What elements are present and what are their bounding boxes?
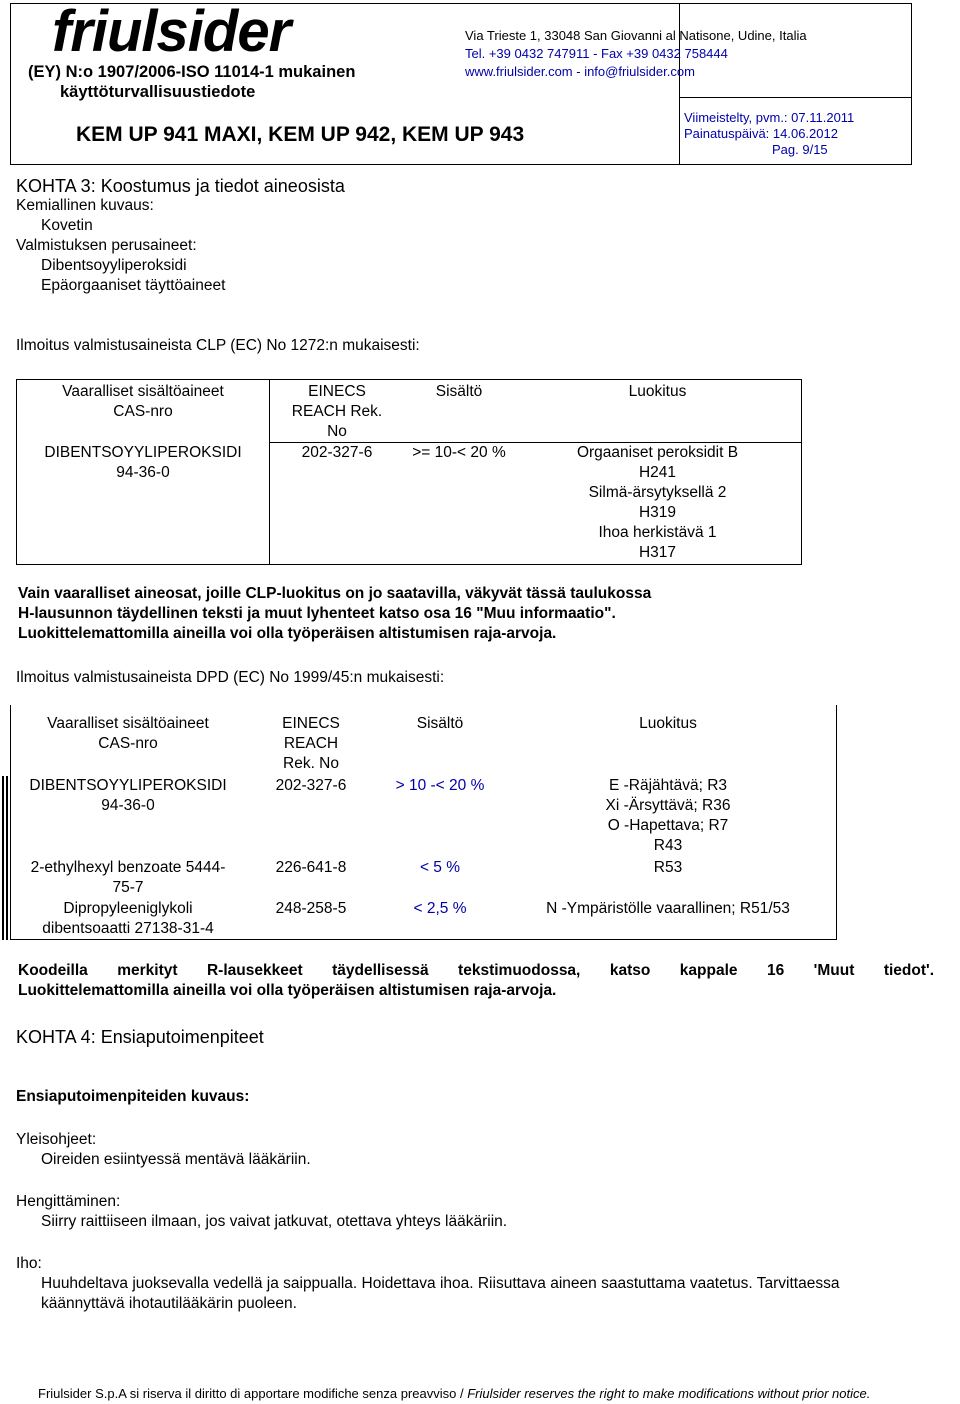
- revision-bar: [2, 776, 4, 940]
- clp-notes: Vain vaaralliset aineosat, joille CLP-luokitus on jo saatavilla, väkyvät tässä taulukossa H-lausunnon täydellinen teksti ja muut lyhenteet katso osa 16 "Muu informaatio". Luokittelemattomilla aineilla voi olla työperäisen altistumisen raja-arvoja.: [18, 585, 652, 642]
- revision-date: Viimeistelty, pvm.: 07.11.2011: [684, 110, 855, 125]
- basic-ingredient: Epäorgaaniset täyttöaineet: [41, 277, 226, 294]
- product-name: KEM UP 941 MAXI, KEM UP 942, KEM UP 943: [76, 123, 525, 146]
- table-row: [12, 899, 834, 941]
- friulsider-logo: friulsider: [52, 0, 291, 64]
- company-contact: [465, 27, 865, 81]
- clp-table: [16, 379, 802, 565]
- clp-header-einecs: EINECS REACH Rek. No: [291, 383, 383, 440]
- dpd-table: [12, 714, 834, 941]
- dpd-header-content: Sisältö: [416, 715, 464, 732]
- revision-bar: [6, 776, 8, 940]
- dpd-notes: Koodeilla merkityt R-lausekkeet täydellisessä tekstimuodossa, katso kappale 16 'Muut tiedot'. Luokittelemattomilla aineilla voi olla työperäisen altistumisen raja-arvoja.: [18, 962, 934, 999]
- dpd-heading: Ilmoitus valmistusaineista DPD (EC) No 1999/45:n mukaisesti:: [16, 669, 445, 686]
- dpd-content: < 5 %: [419, 859, 461, 876]
- dpd-substance: Dipropyleeniglykoli dibentsoaatti 27138-31-4: [42, 900, 214, 937]
- chemical-description-label: Kemiallinen kuvaus:: [16, 197, 154, 214]
- skin-label: Iho:: [16, 1255, 42, 1272]
- first-aid-subtitle: Ensiaputoimenpiteiden kuvaus:: [16, 1088, 250, 1105]
- section-4-title: KOHTA 4: Ensiaputoimenpiteet: [16, 1027, 264, 1047]
- dpd-header-substance: Vaaralliset sisältöaineet CAS-nro: [47, 715, 209, 752]
- clp-einecs: 202-327-6: [270, 443, 405, 565]
- web-email: www.friulsider.com - info@friulsider.com: [465, 64, 695, 79]
- dpd-einecs: 226-641-8: [275, 859, 347, 876]
- clp-header-content: Sisältö: [435, 383, 483, 400]
- clp-content: >= 10-< 20 %: [404, 443, 514, 565]
- regulation-caption: (EY) N:o 1907/2006-ISO 11014-1 mukainen käyttöturvallisuustiedote: [28, 63, 356, 101]
- print-date: Painatuspäivä: 14.06.2012: [684, 126, 838, 141]
- table-row: [17, 443, 802, 565]
- clp-header-substance: Vaaralliset sisältöaineet CAS-nro: [17, 380, 270, 443]
- chemical-description-value: Kovetin: [41, 217, 93, 234]
- skin-text: käännyttävä ihotautilääkärin puoleen.: [41, 1295, 297, 1312]
- section-3: [16, 176, 916, 296]
- breathing-text: Siirry raittiiseen ilmaan, jos vaivat jatkuvat, otettava yhteys lääkäriin.: [41, 1213, 508, 1230]
- page-footer: Friulsider S.p.A si riserva il diritto di apportare modifiche senza preavviso / Friulsider reserves the right to make modifications without prior notice.: [38, 1386, 871, 1401]
- dpd-classification: N -Ympäristölle vaarallinen; R51/53: [546, 900, 790, 917]
- section-3-title: KOHTA 3: Koostumus ja tiedot aineosista: [16, 176, 345, 196]
- skin-text: Huuhdeltava juoksevalla vedellä ja saippualla. Hoidettava ihoa. Riisuttava aineen saastuttama vaatetus. Tarvittaessa: [41, 1275, 840, 1292]
- dpd-classification: R53: [653, 859, 683, 876]
- basic-ingredients-label: Valmistuksen perusaineet:: [16, 237, 197, 254]
- general-label: Yleisohjeet:: [16, 1131, 97, 1148]
- clp-classification: Orgaaniset peroksidit B H241 Silmä-ärsytyksellä 2 H319 Ihoa herkistävä 1 H317: [514, 443, 802, 565]
- general-text: Oireiden esiintyessä mentävä lääkäriin.: [41, 1151, 311, 1168]
- dpd-header-classification: Luokitus: [639, 715, 697, 732]
- document-dates: [684, 110, 904, 158]
- dpd-classification: E -Räjähtävä; R3 Xi -Ärsyttävä; R36 O -Hapettava; R7 R43: [605, 777, 731, 854]
- clp-heading: Ilmoitus valmistusaineista CLP (EC) No 1272:n mukaisesti:: [16, 337, 420, 354]
- page-number: Pag. 9/15: [772, 142, 828, 157]
- clp-substance: DIBENTSOYYLIPEROKSIDI 94-36-0: [17, 443, 270, 565]
- dpd-header-einecs: EINECS REACH Rek. No: [282, 715, 340, 772]
- clp-header-classification: Luokitus: [628, 383, 687, 400]
- basic-ingredient: Dibentsoyyliperoksidi: [41, 257, 187, 274]
- table-row: [12, 776, 834, 858]
- phone-fax: Tel. +39 0432 747911 - Fax +39 0432 758444: [465, 46, 728, 61]
- dpd-substance: DIBENTSOYYLIPEROKSIDI 94-36-0: [29, 777, 227, 814]
- table-row: [12, 858, 834, 899]
- dpd-content: > 10 -< 20 %: [395, 777, 485, 794]
- breathing-label: Hengittäminen:: [16, 1193, 121, 1210]
- address: Via Trieste 1, 33048 San Giovanni al Natisone, Udine, Italia: [465, 28, 807, 43]
- dpd-einecs: 202-327-6: [275, 777, 347, 794]
- first-aid-measures: [16, 1130, 956, 1314]
- dpd-substance: 2-ethylhexyl benzoate 5444- 75-7: [30, 859, 226, 896]
- dpd-einecs: 248-258-5: [275, 900, 347, 917]
- dpd-content: < 2,5 %: [413, 900, 467, 917]
- header-divider-horizontal: [679, 97, 911, 98]
